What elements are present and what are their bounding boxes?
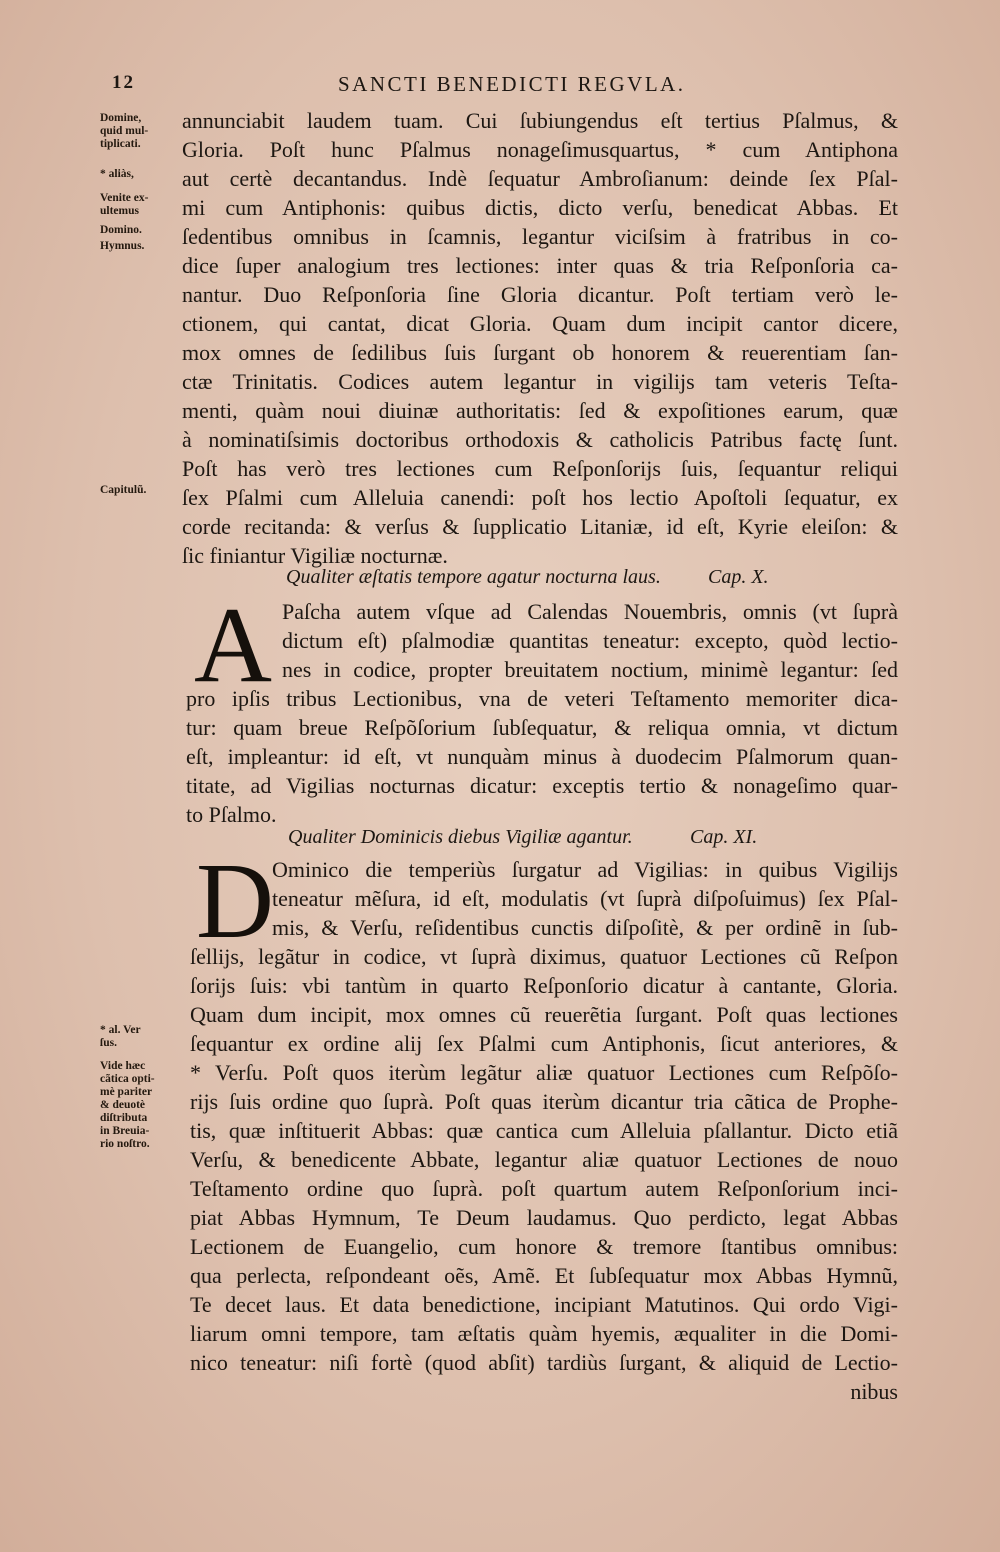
margin-note: Vide hæc cãtica opti- mè pariter & deuotè diſtributa in Breuia- rio noſtro.: [100, 1060, 155, 1150]
text-line: Teſtamento ordine quo ſuprà. poſt quartum autem Reſponſorium inci-: [190, 1176, 898, 1201]
running-title: SANCTI BENEDICTI REGVLA.: [338, 72, 686, 96]
page-number: 12: [112, 72, 135, 93]
chapter-text-indented: [282, 597, 898, 684]
text-line: ſellijs, legãtur in codice, vt ſuprà diximus, quatuor Lectiones cũ Reſpon: [190, 944, 898, 969]
text-line: Poſt has verò tres lectiones cum Reſponſorijs ſuis, ſequantur reliqui: [182, 456, 898, 481]
text-line: nantur. Duo Reſponſoria ſine Gloria dicantur. Poſt tertiam verò le-: [182, 282, 898, 307]
text-line: to Pſalmo.: [186, 802, 277, 827]
chapter-heading: [286, 566, 806, 589]
text-line: nes in codice, propter breuitatem noctium, minimè legantur: ſed: [282, 657, 898, 682]
text-line: Paſcha autem vſque ad Calendas Nouembris, omnis (vt ſuprà: [282, 599, 898, 624]
text-line: ctionem, qui cantat, dicat Gloria. Quam dum incipit cantor dicere,: [182, 311, 898, 336]
text-line: ſedentibus omnibus in ſcamnis, legantur viciſsim à fratribus in co-: [182, 224, 898, 249]
text-line: ſequantur ex ordine alij ſex Pſalmi cum Antiphonis, ſicut anteriores, &: [190, 1031, 898, 1056]
drop-cap: A: [194, 586, 272, 705]
margin-note: * al. Ver ſus.: [100, 1024, 141, 1049]
text-line: dictum eſt) pſalmodiæ quantitas teneatur: excepto, quòd lectio-: [282, 628, 898, 653]
text-line: menti, quàm noui diuinæ authoritatis: ſed & expoſitiones earum, quæ: [182, 398, 898, 423]
text-line: corde recitanda: & verſus & ſupplicatio Litaniæ, id eſt, Kyrie eleiſon: &: [182, 514, 898, 539]
text-line: Ominico die temperiùs ſurgatur ad Vigilias: in quibus Vigilijs: [272, 857, 898, 882]
text-line: teneatur mẽſura, id eſt, modulatis (vt ſuprà diſpoſuimus) ſex Pſal-: [272, 886, 898, 911]
chapter-text-indented: [272, 855, 898, 942]
chapter-number: Cap. XI.: [690, 826, 758, 848]
chapter-title: Qualiter æſtatis tempore agatur nocturna laus.: [286, 566, 661, 588]
margin-note: Capitulũ.: [100, 484, 147, 496]
text-line: Quam dum incipit, mox omnes cũ reuerẽtia ſurgant. Poſt quas lectiones: [190, 1002, 898, 1027]
margin-note: Domine, quid mul- tiplicati.: [100, 112, 149, 150]
text-line: Gloria. Poſt hunc Pſalmus nonageſimusquartus, * cum Antiphona: [182, 137, 898, 162]
text-line: mis, & Verſu, reſidentibus cunctis diſpoſitè, & per ordinẽ in ſub-: [272, 915, 898, 940]
chapter-text: [186, 684, 898, 829]
text-line: rijs ſuis ordine quo ſuprà. Poſt quas iterùm dicantur tria cãtica de Prophe-: [190, 1089, 898, 1114]
text-line: Verſu, & benedicente Abbate, legantur aliæ quatuor Lectiones de nouo: [190, 1147, 898, 1172]
text-line: qua perlecta, reſpondeant oẽs, Amẽ. Et ſubſequatur mox Abbas Hymnũ,: [190, 1263, 898, 1288]
text-line: pro ipſis tribus Lectionibus, vna de veteri Teſtamento memoriter dica-: [186, 686, 898, 711]
text-line: Te decet laus. Et data benedictione, incipiant Matutinos. Qui ordo Vigi-: [190, 1292, 898, 1317]
chapter-heading: [288, 826, 808, 849]
text-line: annunciabit laudem tuam. Cui ſubiungendus eſt tertius Pſalmus, &: [182, 108, 898, 133]
drop-cap: D: [196, 842, 274, 961]
text-line: ſic finiantur Vigiliæ nocturnæ.: [182, 543, 448, 568]
text-line: liarum omni tempore, tam æſtatis quàm hyemis, æqualiter in die Domi-: [190, 1321, 898, 1346]
chapter-text: [190, 942, 898, 1406]
text-line: tis, quæ inſtituerit Abbas: quæ cantica cum Alleluia pſallantur. Dicto etiã: [190, 1118, 898, 1143]
margin-note: Venite ex- ultemus: [100, 192, 149, 217]
text-line: dice ſuper analogium tres lectiones: inter quas & tria Reſponſoria ca-: [182, 253, 898, 278]
text-line: eſt, impleantur: id eſt, vt nunquàm minus à duodecim Pſalmorum quan-: [186, 744, 898, 769]
text-line: tur: quam breue Reſpõſorium ſubſequatur, & reliqua omnia, vt dictum: [186, 715, 898, 740]
text-line: ſorijs ſuis: vbi tantùm in quarto Reſponſorio dicatur à cantante, Gloria.: [190, 973, 898, 998]
text-line: mox omnes de ſedilibus ſuis ſurgant ob honorem & reuerentiam ſan-: [182, 340, 898, 365]
margin-note: * aliàs,: [100, 168, 134, 180]
text-line: mi cum Antiphonis: quibus dictis, dicto verſu, benedicat Abbas. Et: [182, 195, 898, 220]
running-head: [108, 70, 908, 100]
margin-note: Domino.: [100, 224, 142, 236]
text-line: ſex Pſalmi cum Alleluia canendi: poſt hos lectio Apoſtoli ſequatur, ex: [182, 485, 898, 510]
margin-note: Hymnus.: [100, 240, 145, 252]
text-line: ctæ Trinitatis. Codices autem legantur in vigilijs tam veteris Teſta-: [182, 369, 898, 394]
text-line: titate, ad Vigilias nocturnas dicatur: exceptis tertio & nonageſimo quar-: [186, 773, 898, 798]
catchword: nibus: [850, 1379, 898, 1404]
text-line: aut certè decantandus. Indè ſequatur Ambroſianum: deinde ſex Pſal-: [182, 166, 898, 191]
text-line: nico teneatur: niſi fortè (quod abſit) tardiùs ſurgant, & aliquid de Lectio-: [190, 1350, 898, 1375]
text-line: Lectionem de Euangelio, cum honore & tremore ſtantibus omnibus:: [190, 1234, 898, 1259]
body-text: [182, 106, 898, 570]
text-line: * Verſu. Poſt quos iterùm legãtur aliæ quatuor Lectiones cum Reſpõſo-: [190, 1060, 898, 1085]
text-line: à nominatiſsimis doctoribus orthodoxis & catholicis Patribus factę ſunt.: [182, 427, 898, 452]
chapter-title: Qualiter Dominicis diebus Vigiliæ agantur.: [288, 826, 633, 848]
chapter-number: Cap. X.: [708, 566, 769, 588]
text-line: piat Abbas Hymnum, Te Deum laudamus. Quo perdicto, legat Abbas: [190, 1205, 898, 1230]
